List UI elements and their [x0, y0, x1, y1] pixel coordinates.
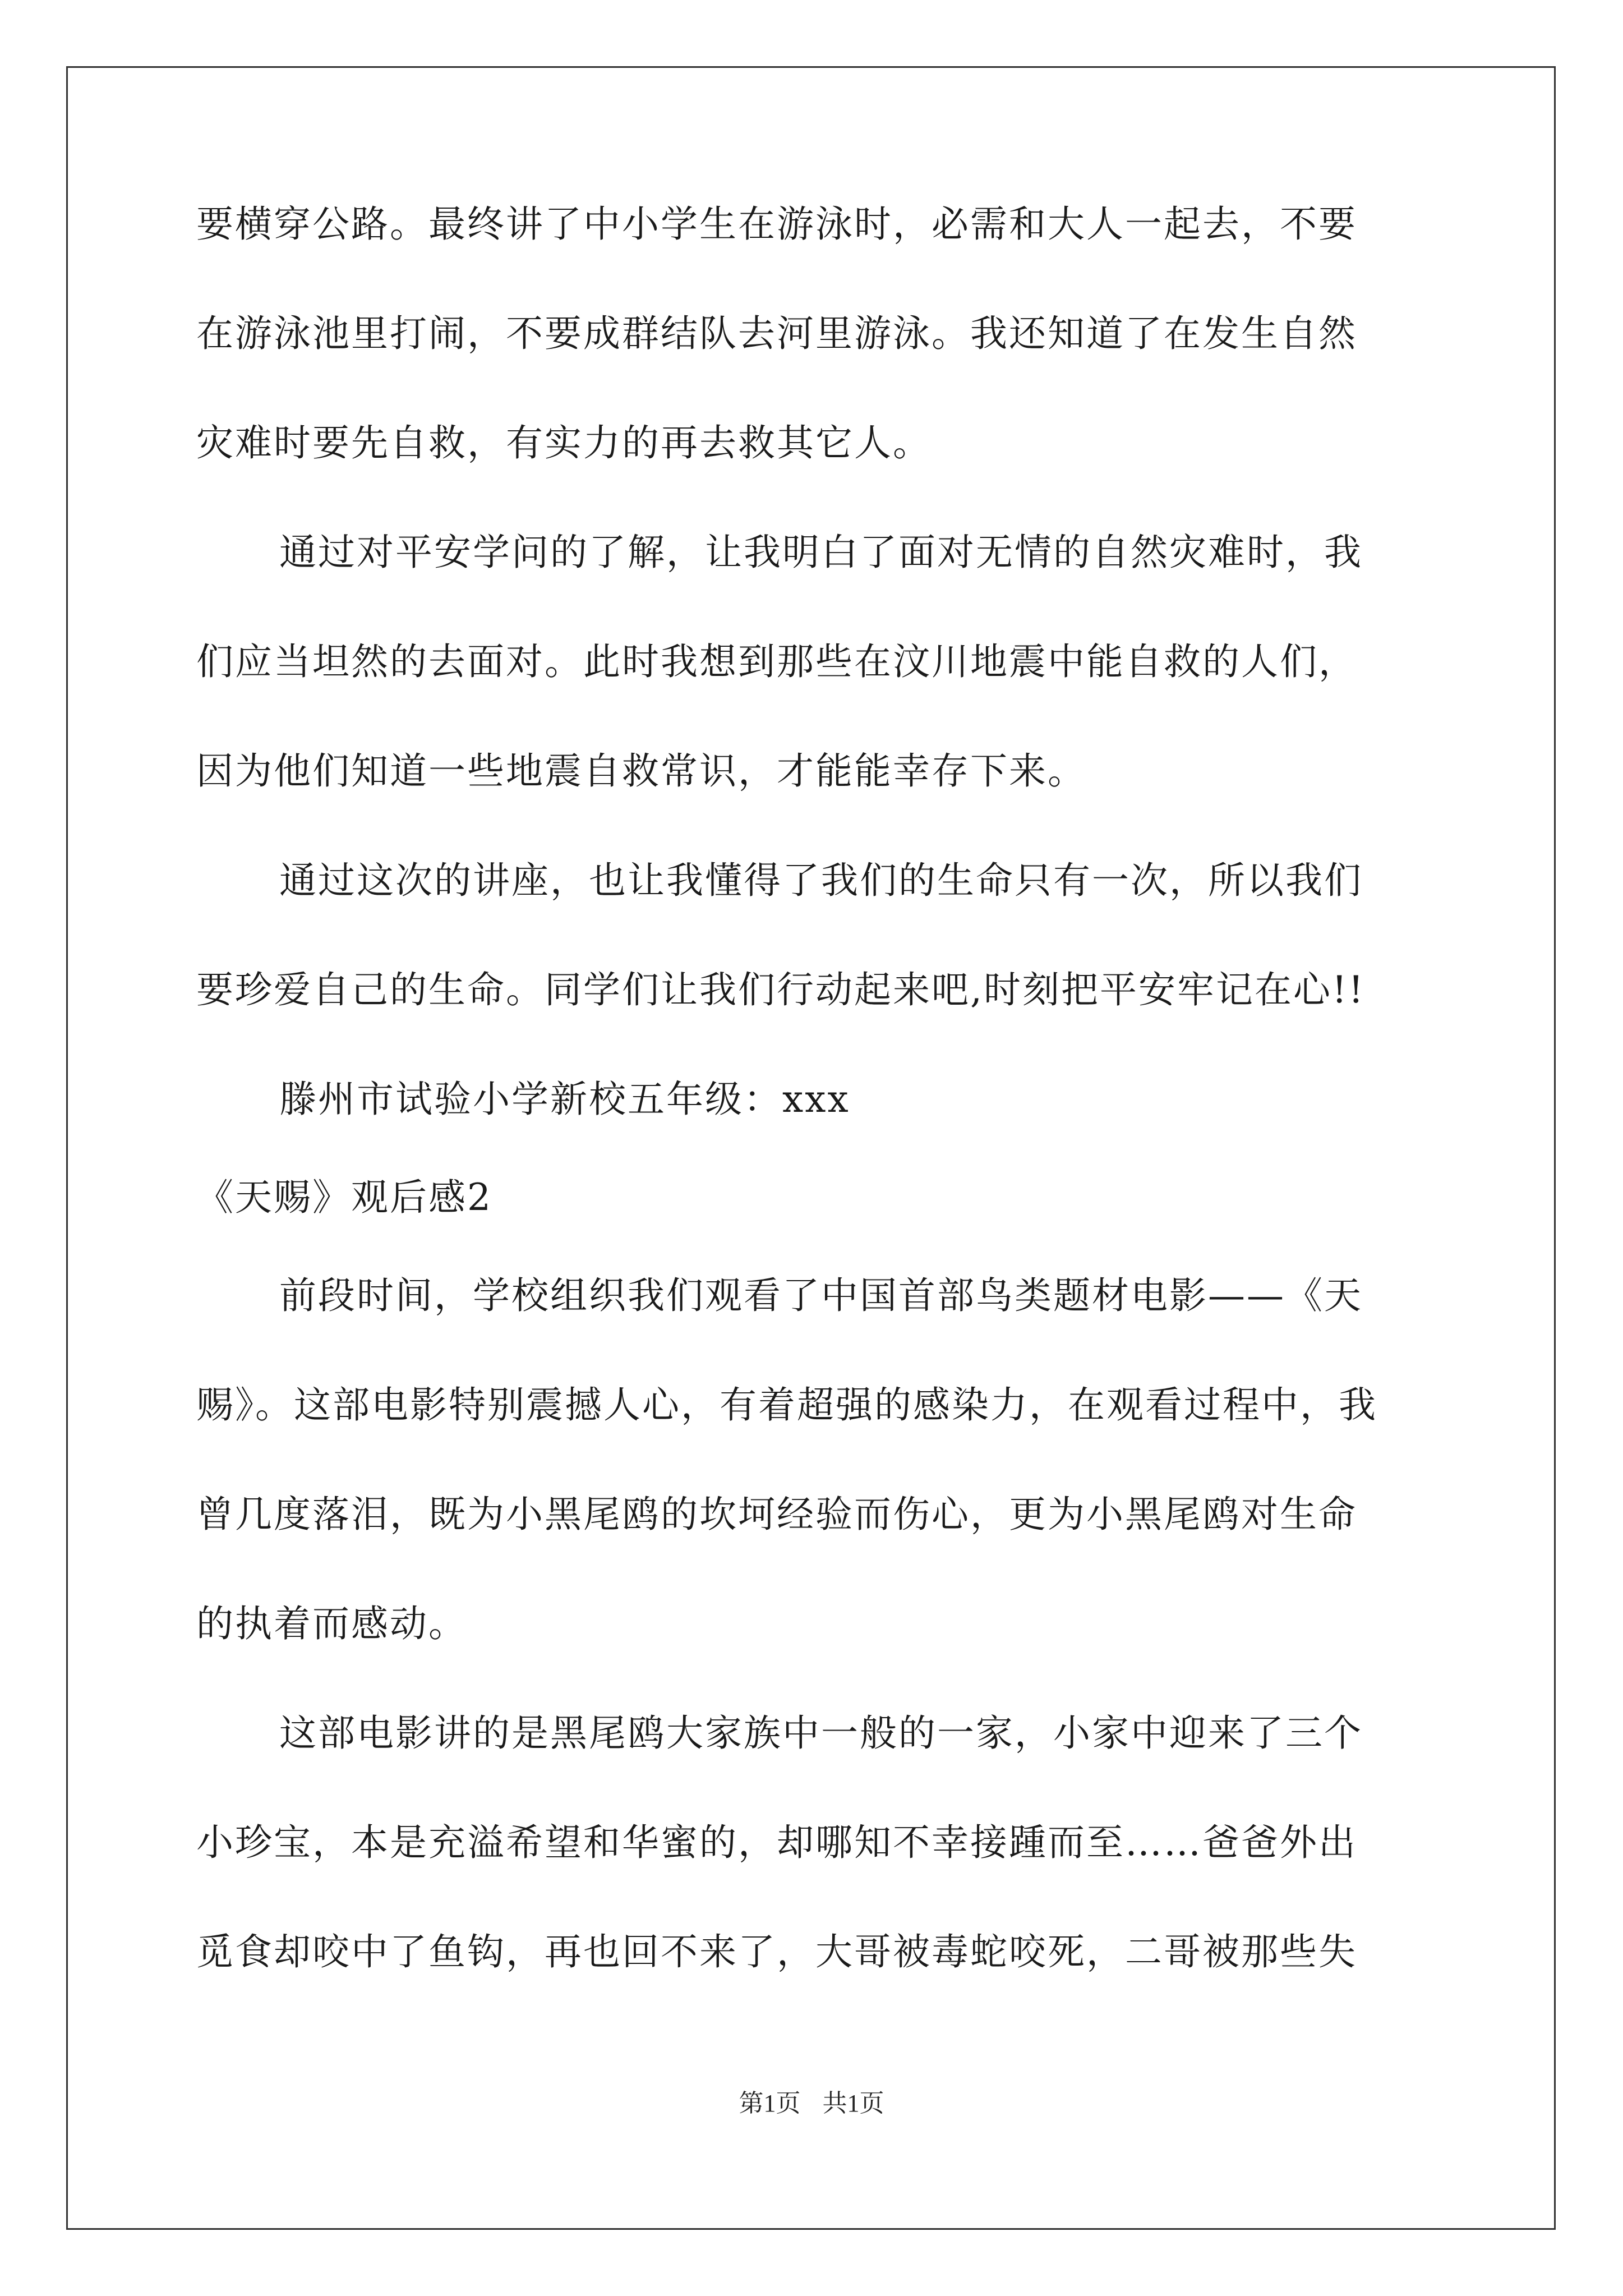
text-line: 们应当坦然的去面对。此时我想到那些在汶川地震中能自救的人们， — [196, 640, 1357, 683]
text-line: 要横穿公路。最终讲了中小学生在游泳时，必需和大人一起去，不要 — [196, 203, 1357, 246]
page-number: 第1页 — [739, 2090, 801, 2117]
page-border — [66, 66, 1556, 2230]
text-line: 要珍爱自己的生命。同学们让我们行动起来吧,时刻把平安牢记在心!! — [196, 968, 1366, 1011]
text-line: 小珍宝，本是充溢希望和华蜜的，却哪知不幸接踵而至……爸爸外出 — [196, 1821, 1357, 1864]
paragraph-first-line: 通过对平安学问的了解，让我明白了面对无情的自然灾难时，我 — [279, 531, 1363, 574]
text-line: 灾难时要先自救，有实力的再去救其它人。 — [196, 421, 932, 464]
paragraph-first-line: 通过这次的讲座，也让我懂得了我们的生命只有一次，所以我们 — [279, 859, 1363, 902]
text-line: 因为他们知道一些地震自救常识，才能能幸存下来。 — [196, 749, 1086, 793]
text-line: 曾几度落泪，既为小黑尾鸥的坎坷经验而伤心，更为小黑尾鸥对生命 — [196, 1493, 1357, 1536]
section-heading: 《天赐》观后感2 — [196, 1176, 492, 1219]
paragraph-first-line: 前段时间，学校组织我们观看了中国首部鸟类题材电影——《天 — [279, 1274, 1363, 1317]
paragraph-first-line: 这部电影讲的是黑尾鸥大家族中一般的一家，小家中迎来了三个 — [279, 1711, 1363, 1755]
text-line: 在游泳池里打闹，不要成群结队去河里游泳。我还知道了在发生自然 — [196, 312, 1357, 355]
page-total: 共1页 — [822, 2090, 884, 2117]
text-line: 的执着而感动。 — [196, 1602, 467, 1645]
author-signature: 滕州市试验小学新校五年级：xxx — [279, 1078, 850, 1121]
page-footer — [0, 2087, 1623, 2120]
text-line: 赐》。这部电影特别震撼人心，有着超强的感染力，在观看过程中，我 — [196, 1383, 1377, 1427]
text-line: 觅食却咬中了鱼钩，再也回不来了，大哥被毒蛇咬死，二哥被那些失 — [196, 1930, 1357, 1973]
